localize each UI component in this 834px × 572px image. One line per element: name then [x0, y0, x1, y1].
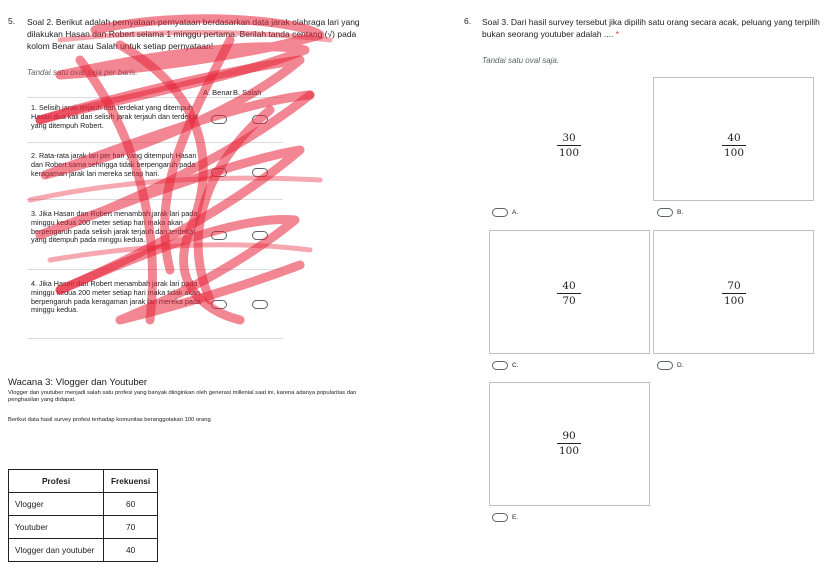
table-header-row [9, 470, 158, 493]
option-c[interactable] [489, 230, 650, 372]
question-5-text: Soal 2. Berikut adalah pernyataan-pernyataan berdasarkan data jarak olahraga lari yang dilakukan Hasan dan Robert selama 1 minggu pertama. Berilah tanda centang (√) pada kolom Benar atau Salah untuk setiap pernyataan! [27, 17, 360, 51]
column-header-salah: B. Salah [233, 88, 262, 97]
fraction-bar [557, 443, 581, 444]
option-d[interactable] [653, 230, 814, 372]
fraction-bar [557, 145, 581, 146]
option-a-radio[interactable] [492, 208, 508, 217]
table-cell: 70 [104, 516, 158, 539]
required-asterisk: * [615, 29, 620, 39]
option-b-radio[interactable] [657, 208, 673, 217]
option-a[interactable] [490, 78, 650, 218]
frequency-table [8, 469, 158, 562]
option-c-label: C. [512, 362, 519, 369]
question-6-text [482, 16, 827, 40]
question-5-hint: Tandai satu oval saja per baris. [27, 68, 138, 77]
fraction-numerator: 70 [727, 280, 741, 292]
red-scribble-overlay [0, 0, 400, 340]
fraction-denominator: 100 [723, 295, 745, 307]
option-e-label: E. [512, 514, 519, 521]
question-6-hint: Tandai satu oval saja. [482, 56, 560, 65]
fraction-numerator: 90 [562, 430, 576, 442]
table-cell: 40 [104, 539, 158, 562]
table-row [9, 493, 158, 516]
fraction-image [557, 430, 581, 457]
fraction-denominator: 100 [723, 147, 745, 159]
fraction-numerator: 40 [727, 132, 741, 144]
option-e-radio[interactable] [492, 513, 508, 522]
option-e[interactable] [489, 382, 650, 524]
fraction-image [557, 280, 581, 307]
table-row [9, 516, 158, 539]
grid-row-4-label: 4. Jika Hasan dan Robert menambah jarak lari pada minggu kedua 200 meter setiap hari maka tidak akan berpengaruh pada keragaman jarak lari mereka pada minggu kedua. [31, 279, 201, 315]
table-cell: 60 [104, 493, 158, 516]
fraction-bar [722, 145, 746, 146]
fraction-numerator: 30 [562, 132, 576, 144]
table-cell: Youtuber [9, 516, 104, 539]
option-a-label: A. [512, 209, 519, 216]
option-d-label: D. [677, 362, 684, 369]
fraction-bar [557, 293, 581, 294]
grid-row-1-label: 1. Selisih jarak terjauh dan terdekat yang ditempuh Hasan dua kali dari selisih jarak terjauh dan terdekat yang ditempuh Robert. [31, 103, 199, 130]
fraction-denominator: 100 [558, 445, 580, 457]
table-header: Frekuensi [104, 470, 158, 493]
fraction-denominator: 100 [558, 147, 580, 159]
grid-row-2-label: 2. Rata-rata jarak lari per hari yang ditempuh Hasan dan Robert sama sehingga tidak berpengaruh pada keragaman jarak lari mereka setiap hari. [31, 151, 197, 178]
table-cell: Vlogger dan youtuber [9, 539, 104, 562]
option-b-label: B. [677, 209, 684, 216]
table-header: Profesi [9, 470, 104, 493]
question-5-number: 5. [8, 16, 16, 26]
question-6-label: Soal 3. Dari hasil survey tersebut jika dipilih satu orang secara acak, peluang yang terpilih bukan seorang youtuber adalah .... [482, 17, 820, 39]
question-6-number: 6. [464, 16, 472, 26]
fraction-denominator: 70 [562, 295, 576, 307]
fraction-image [722, 132, 746, 159]
option-b[interactable] [653, 78, 814, 218]
column-header-benar: A. Benar [203, 88, 233, 97]
survey-intro-text: Berikut data hasil survey profesi terhadap komunitas beranggotakan 100 orang [8, 417, 211, 423]
option-d-radio[interactable] [657, 361, 673, 370]
section-title: Wacana 3: Vlogger dan Youtuber [8, 377, 148, 388]
grid-row-3-label: 3. Jika Hasan dan Robert menambah jarak lari pada minggu kedua 200 meter setiap hari maka akan berpengaruh pada selisih jarak terjauh dan terdekat yang ditempuh pada minggu kedua. [31, 209, 198, 245]
fraction-image [722, 280, 746, 307]
fraction-numerator: 40 [562, 280, 576, 292]
fraction-bar [722, 293, 746, 294]
table-row [9, 539, 158, 562]
option-c-radio[interactable] [492, 361, 508, 370]
fraction-image [557, 132, 581, 159]
table-cell: Vlogger [9, 493, 104, 516]
section-description: Vlogger dan youtuber menjadi salah satu profesi yang banyak diinginkan oleh generasi millenial saat ini, karena adanya popularitas dan penghasilan yang didapat. [8, 390, 357, 403]
